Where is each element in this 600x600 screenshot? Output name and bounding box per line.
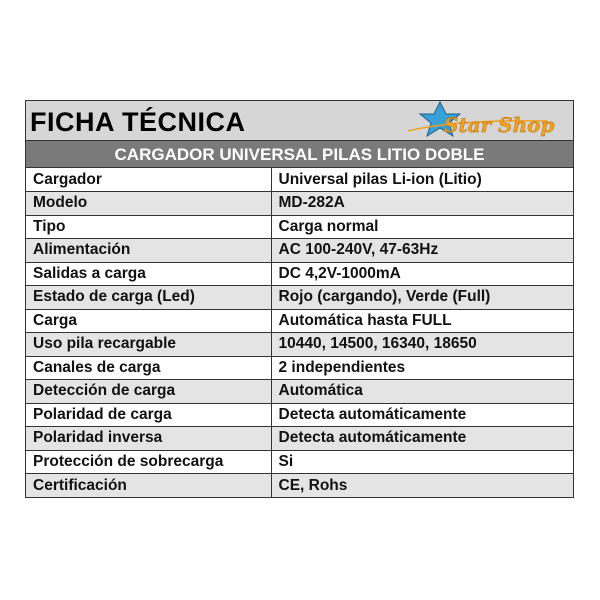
spec-label: Modelo	[26, 192, 271, 216]
spec-label: Cargador	[26, 168, 271, 192]
spec-value: 2 independientes	[271, 356, 573, 380]
spec-table	[26, 168, 573, 497]
logo-text: Star Shop	[444, 113, 555, 137]
table-row	[26, 380, 573, 404]
spec-value: CE, Rohs	[271, 474, 573, 498]
spec-value: Automática	[271, 380, 573, 404]
table-row	[26, 215, 573, 239]
spec-label: Tipo	[26, 215, 271, 239]
spec-label: Salidas a carga	[26, 262, 271, 286]
spec-label: Canales de carga	[26, 356, 271, 380]
spec-value: Detecta automáticamente	[271, 403, 573, 427]
table-row	[26, 474, 573, 498]
spec-value: Automática hasta FULL	[271, 309, 573, 333]
spec-value: MD-282A	[271, 192, 573, 216]
table-row	[26, 450, 573, 474]
table-row	[26, 356, 573, 380]
table-row	[26, 403, 573, 427]
spec-label: Uso pila recargable	[26, 333, 271, 357]
spec-label: Certificación	[26, 474, 271, 498]
spec-value: Detecta automáticamente	[271, 427, 573, 451]
spec-value: DC 4,2V-1000mA	[271, 262, 573, 286]
star-shop-logo	[398, 101, 574, 141]
product-subtitle: CARGADOR UNIVERSAL PILAS LITIO DOBLE	[26, 141, 573, 168]
spec-value: Carga normal	[271, 215, 573, 239]
spec-label: Estado de carga (Led)	[26, 286, 271, 310]
spec-value: Universal pilas Li-ion (Litio)	[271, 168, 573, 192]
star-icon	[398, 101, 574, 141]
spec-value: Si	[271, 450, 573, 474]
table-row	[26, 262, 573, 286]
sheet-header	[26, 101, 573, 141]
spec-label: Polaridad de carga	[26, 403, 271, 427]
spec-value: AC 100-240V, 47-63Hz	[271, 239, 573, 263]
table-row	[26, 168, 573, 192]
spec-label: Protección de sobrecarga	[26, 450, 271, 474]
spec-label: Polaridad inversa	[26, 427, 271, 451]
spec-label: Carga	[26, 309, 271, 333]
table-row	[26, 286, 573, 310]
spec-value: Rojo (cargando), Verde (Full)	[271, 286, 573, 310]
table-row	[26, 333, 573, 357]
table-row	[26, 309, 573, 333]
spec-sheet	[25, 100, 574, 498]
table-row	[26, 427, 573, 451]
table-row	[26, 192, 573, 216]
sheet-title: FICHA TÉCNICA	[30, 107, 246, 137]
spec-label: Alimentación	[26, 239, 271, 263]
spec-value: 10440, 14500, 16340, 18650	[271, 333, 573, 357]
spec-label: Detección de carga	[26, 380, 271, 404]
table-row	[26, 239, 573, 263]
